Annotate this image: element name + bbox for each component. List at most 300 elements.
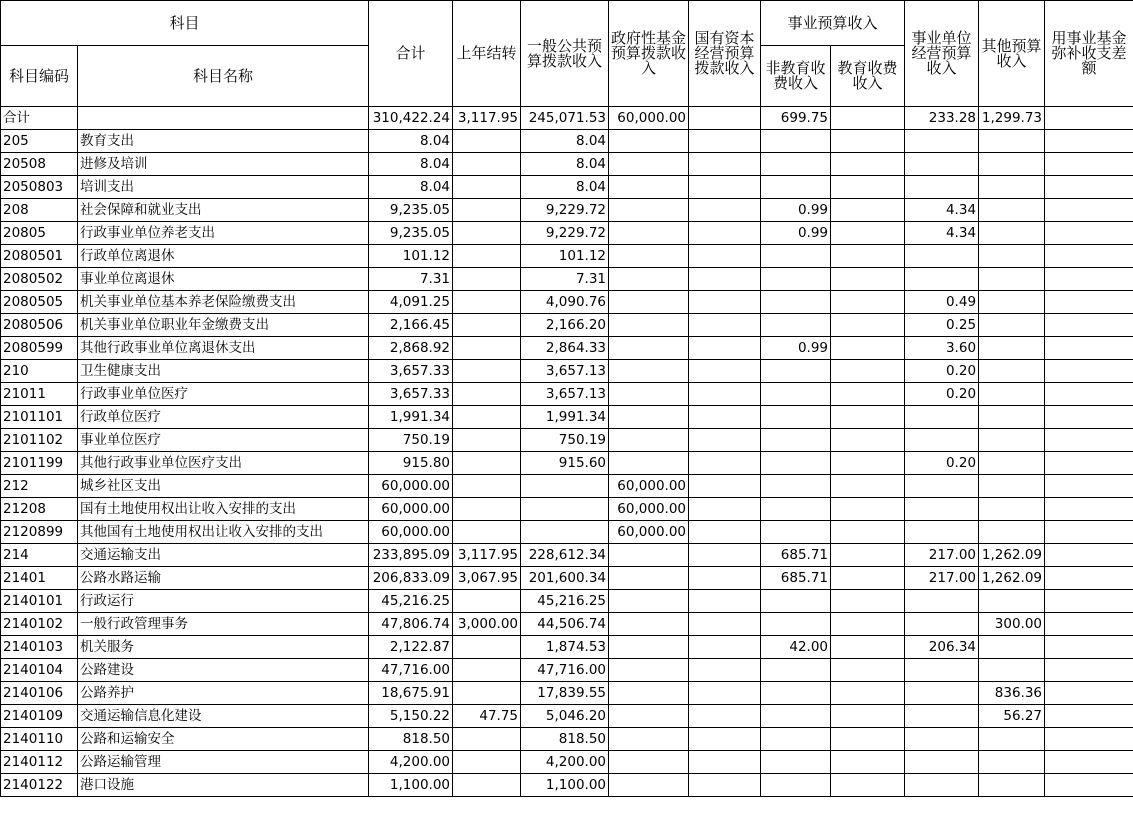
subject-name-cell: 机关事业单位基本养老保险缴费支出 xyxy=(78,291,369,314)
table-row xyxy=(1,268,1133,291)
subject-name-cell: 事业单位医疗 xyxy=(78,429,369,452)
subject-code-cell: 2140112 xyxy=(1,751,78,774)
general-public-cell: 47,716.00 xyxy=(521,659,609,682)
gov-fund-cell xyxy=(609,682,689,705)
general-public-cell: 915.60 xyxy=(521,452,609,475)
subject-name-cell: 公路水路运输 xyxy=(78,567,369,590)
carryover-cell: 3,067.95 xyxy=(453,567,521,590)
carryover-cell xyxy=(453,245,521,268)
subject-name-cell: 机关服务 xyxy=(78,636,369,659)
general-public-cell: 1,100.00 xyxy=(521,774,609,797)
header-subject-name: 科目名称 xyxy=(78,46,369,107)
total-cell: 8.04 xyxy=(369,130,453,153)
carryover-cell xyxy=(453,475,521,498)
gov-fund-cell xyxy=(609,222,689,245)
subject-name-cell: 其他行政事业单位离退休支出 xyxy=(78,337,369,360)
general-public-cell xyxy=(521,498,609,521)
other-budget-cell xyxy=(979,291,1045,314)
gov-fund-cell xyxy=(609,544,689,567)
table-row xyxy=(1,590,1133,613)
subject-name-cell: 行政运行 xyxy=(78,590,369,613)
general-public-cell: 3,657.13 xyxy=(521,383,609,406)
gov-fund-cell xyxy=(609,705,689,728)
gov-fund-cell xyxy=(609,728,689,751)
general-public-cell xyxy=(521,475,609,498)
total-cell: 750.19 xyxy=(369,429,453,452)
table-row xyxy=(1,728,1133,751)
business-unit-operating-cell xyxy=(905,475,979,498)
subject-name-cell: 一般行政管理事务 xyxy=(78,613,369,636)
subject-code-cell: 20508 xyxy=(1,153,78,176)
subject-code-cell: 2120899 xyxy=(1,521,78,544)
total-cell: 5,150.22 xyxy=(369,705,453,728)
gov-fund-cell xyxy=(609,337,689,360)
fund-supplement-cell xyxy=(1045,337,1133,360)
business-unit-operating-cell xyxy=(905,590,979,613)
subject-code-cell: 2101102 xyxy=(1,429,78,452)
other-budget-cell xyxy=(979,636,1045,659)
subject-name-cell: 机关事业单位职业年金缴费支出 xyxy=(78,314,369,337)
business-unit-operating-cell xyxy=(905,521,979,544)
subject-name-cell: 教育支出 xyxy=(78,130,369,153)
table-row xyxy=(1,705,1133,728)
fund-supplement-cell xyxy=(1045,130,1133,153)
table-row xyxy=(1,337,1133,360)
state-capital-cell xyxy=(689,406,761,429)
subject-code-cell: 2080501 xyxy=(1,245,78,268)
general-public-cell: 8.04 xyxy=(521,176,609,199)
other-budget-cell xyxy=(979,659,1045,682)
table-row xyxy=(1,130,1133,153)
subject-name-cell: 国有土地使用权出让收入安排的支出 xyxy=(78,498,369,521)
state-capital-cell xyxy=(689,682,761,705)
total-cell: 60,000.00 xyxy=(369,498,453,521)
non-edu-fee-cell xyxy=(761,613,831,636)
subject-code-cell: 2101199 xyxy=(1,452,78,475)
carryover-cell xyxy=(453,314,521,337)
other-budget-cell xyxy=(979,130,1045,153)
edu-fee-cell xyxy=(831,406,905,429)
subject-name-cell: 社会保障和就业支出 xyxy=(78,199,369,222)
general-public-cell: 4,200.00 xyxy=(521,751,609,774)
state-capital-cell xyxy=(689,751,761,774)
fund-supplement-cell xyxy=(1045,521,1133,544)
business-unit-operating-cell xyxy=(905,245,979,268)
header-business-budget: 事业预算收入 xyxy=(761,1,905,46)
total-cell: 7.31 xyxy=(369,268,453,291)
edu-fee-cell xyxy=(831,590,905,613)
total-cell: 8.04 xyxy=(369,153,453,176)
gov-fund-cell xyxy=(609,613,689,636)
non-edu-fee-cell: 0.99 xyxy=(761,337,831,360)
other-budget-cell xyxy=(979,383,1045,406)
edu-fee-cell xyxy=(831,452,905,475)
gov-fund-cell xyxy=(609,245,689,268)
table-row xyxy=(1,314,1133,337)
other-budget-cell xyxy=(979,452,1045,475)
subject-code-cell: 2140110 xyxy=(1,728,78,751)
gov-fund-cell xyxy=(609,751,689,774)
other-budget-cell xyxy=(979,728,1045,751)
subject-code-cell: 21401 xyxy=(1,567,78,590)
gov-fund-cell xyxy=(609,130,689,153)
total-cell: 47,716.00 xyxy=(369,659,453,682)
other-budget-cell xyxy=(979,268,1045,291)
subject-code-cell: 2140104 xyxy=(1,659,78,682)
subject-code-cell: 2050803 xyxy=(1,176,78,199)
gov-fund-cell xyxy=(609,774,689,797)
carryover-cell xyxy=(453,383,521,406)
non-edu-fee-cell xyxy=(761,590,831,613)
gov-fund-cell xyxy=(609,429,689,452)
subject-name-cell: 行政单位离退休 xyxy=(78,245,369,268)
other-budget-cell xyxy=(979,222,1045,245)
subject-code-cell: 212 xyxy=(1,475,78,498)
state-capital-cell xyxy=(689,544,761,567)
edu-fee-cell xyxy=(831,130,905,153)
total-cell: 3,657.33 xyxy=(369,383,453,406)
fund-supplement-cell xyxy=(1045,751,1133,774)
total-cell: 1,100.00 xyxy=(369,774,453,797)
header-general-public: 一般公共预算拨款收入 xyxy=(521,1,609,107)
subject-name-cell: 其他行政事业单位医疗支出 xyxy=(78,452,369,475)
other-budget-cell xyxy=(979,751,1045,774)
table-row xyxy=(1,498,1133,521)
table-row xyxy=(1,659,1133,682)
state-capital-cell xyxy=(689,107,761,130)
edu-fee-cell xyxy=(831,567,905,590)
fund-supplement-cell xyxy=(1045,176,1133,199)
business-unit-operating-cell xyxy=(905,176,979,199)
subject-code-cell: 21208 xyxy=(1,498,78,521)
edu-fee-cell xyxy=(831,245,905,268)
carryover-cell xyxy=(453,682,521,705)
gov-fund-cell xyxy=(609,360,689,383)
business-unit-operating-cell: 3.60 xyxy=(905,337,979,360)
non-edu-fee-cell xyxy=(761,475,831,498)
non-edu-fee-cell xyxy=(761,383,831,406)
business-unit-operating-cell xyxy=(905,659,979,682)
edu-fee-cell xyxy=(831,314,905,337)
fund-supplement-cell xyxy=(1045,590,1133,613)
subject-code-cell: 2101101 xyxy=(1,406,78,429)
state-capital-cell xyxy=(689,774,761,797)
fund-supplement-cell xyxy=(1045,613,1133,636)
total-cell: 915.80 xyxy=(369,452,453,475)
state-capital-cell xyxy=(689,498,761,521)
carryover-cell: 3,000.00 xyxy=(453,613,521,636)
non-edu-fee-cell: 0.99 xyxy=(761,222,831,245)
edu-fee-cell xyxy=(831,751,905,774)
other-budget-cell xyxy=(979,774,1045,797)
general-public-cell: 17,839.55 xyxy=(521,682,609,705)
fund-supplement-cell xyxy=(1045,636,1133,659)
non-edu-fee-cell xyxy=(761,659,831,682)
carryover-cell xyxy=(453,153,521,176)
header-total: 合计 xyxy=(369,1,453,107)
business-unit-operating-cell: 0.20 xyxy=(905,383,979,406)
gov-fund-cell xyxy=(609,268,689,291)
general-public-cell: 9,229.72 xyxy=(521,222,609,245)
table-row xyxy=(1,176,1133,199)
other-budget-cell xyxy=(979,475,1045,498)
gov-fund-cell xyxy=(609,659,689,682)
carryover-cell xyxy=(453,406,521,429)
edu-fee-cell xyxy=(831,521,905,544)
general-public-cell: 1,874.53 xyxy=(521,636,609,659)
total-cell: 2,166.45 xyxy=(369,314,453,337)
other-budget-cell xyxy=(979,429,1045,452)
state-capital-cell xyxy=(689,728,761,751)
non-edu-fee-cell: 42.00 xyxy=(761,636,831,659)
total-cell: 9,235.05 xyxy=(369,199,453,222)
subject-name-cell: 城乡社区支出 xyxy=(78,475,369,498)
edu-fee-cell xyxy=(831,682,905,705)
state-capital-cell xyxy=(689,521,761,544)
other-budget-cell xyxy=(979,199,1045,222)
gov-fund-cell xyxy=(609,406,689,429)
table-row xyxy=(1,774,1133,797)
business-unit-operating-cell xyxy=(905,498,979,521)
header-subject-code: 科目编码 xyxy=(1,46,78,107)
general-public-cell: 45,216.25 xyxy=(521,590,609,613)
subject-name-cell: 培训支出 xyxy=(78,176,369,199)
other-budget-cell xyxy=(979,590,1045,613)
carryover-cell: 47.75 xyxy=(453,705,521,728)
subject-code-cell: 2140102 xyxy=(1,613,78,636)
fund-supplement-cell xyxy=(1045,360,1133,383)
other-budget-cell: 1,299.73 xyxy=(979,107,1045,130)
general-public-cell: 228,612.34 xyxy=(521,544,609,567)
general-public-cell: 2,864.33 xyxy=(521,337,609,360)
non-edu-fee-cell xyxy=(761,245,831,268)
subject-name-cell: 公路运输管理 xyxy=(78,751,369,774)
state-capital-cell xyxy=(689,590,761,613)
other-budget-cell xyxy=(979,337,1045,360)
state-capital-cell xyxy=(689,314,761,337)
gov-fund-cell: 60,000.00 xyxy=(609,521,689,544)
carryover-cell xyxy=(453,176,521,199)
non-edu-fee-cell xyxy=(761,498,831,521)
general-public-cell: 8.04 xyxy=(521,153,609,176)
state-capital-cell xyxy=(689,199,761,222)
carryover-cell xyxy=(453,291,521,314)
carryover-cell xyxy=(453,636,521,659)
subject-name-cell: 交通运输信息化建设 xyxy=(78,705,369,728)
subject-name-cell: 其他国有土地使用权出让收入安排的支出 xyxy=(78,521,369,544)
fund-supplement-cell xyxy=(1045,406,1133,429)
fund-supplement-cell xyxy=(1045,452,1133,475)
general-public-cell: 818.50 xyxy=(521,728,609,751)
total-cell: 206,833.09 xyxy=(369,567,453,590)
edu-fee-cell xyxy=(831,337,905,360)
other-budget-cell: 300.00 xyxy=(979,613,1045,636)
table-row xyxy=(1,636,1133,659)
general-public-cell xyxy=(521,521,609,544)
general-public-cell: 5,046.20 xyxy=(521,705,609,728)
state-capital-cell xyxy=(689,130,761,153)
subject-name-cell: 行政事业单位养老支出 xyxy=(78,222,369,245)
subject-code-cell: 208 xyxy=(1,199,78,222)
state-capital-cell xyxy=(689,222,761,245)
table-row xyxy=(1,222,1133,245)
business-unit-operating-cell xyxy=(905,682,979,705)
state-capital-cell xyxy=(689,291,761,314)
gov-fund-cell xyxy=(609,452,689,475)
carryover-cell xyxy=(453,452,521,475)
general-public-cell: 201,600.34 xyxy=(521,567,609,590)
subject-code-cell: 205 xyxy=(1,130,78,153)
state-capital-cell xyxy=(689,153,761,176)
business-unit-operating-cell: 217.00 xyxy=(905,544,979,567)
other-budget-cell xyxy=(979,153,1045,176)
state-capital-cell xyxy=(689,659,761,682)
fund-supplement-cell xyxy=(1045,222,1133,245)
non-edu-fee-cell: 699.75 xyxy=(761,107,831,130)
carryover-cell: 3,117.95 xyxy=(453,107,521,130)
subject-code-cell: 2080505 xyxy=(1,291,78,314)
table-row xyxy=(1,751,1133,774)
non-edu-fee-cell xyxy=(761,268,831,291)
total-cell: 2,868.92 xyxy=(369,337,453,360)
non-edu-fee-cell xyxy=(761,176,831,199)
table-row xyxy=(1,245,1133,268)
edu-fee-cell xyxy=(831,153,905,176)
other-budget-cell: 836.36 xyxy=(979,682,1045,705)
gov-fund-cell: 60,000.00 xyxy=(609,107,689,130)
general-public-cell: 1,991.34 xyxy=(521,406,609,429)
table-row xyxy=(1,544,1133,567)
subject-code-cell: 210 xyxy=(1,360,78,383)
subject-name-cell: 交通运输支出 xyxy=(78,544,369,567)
total-cell: 18,675.91 xyxy=(369,682,453,705)
gov-fund-cell xyxy=(609,636,689,659)
non-edu-fee-cell: 685.71 xyxy=(761,567,831,590)
business-unit-operating-cell: 0.20 xyxy=(905,452,979,475)
state-capital-cell xyxy=(689,337,761,360)
non-edu-fee-cell xyxy=(761,521,831,544)
fund-supplement-cell xyxy=(1045,314,1133,337)
state-capital-cell xyxy=(689,705,761,728)
non-edu-fee-cell xyxy=(761,705,831,728)
general-public-cell: 4,090.76 xyxy=(521,291,609,314)
business-unit-operating-cell xyxy=(905,130,979,153)
fund-supplement-cell xyxy=(1045,498,1133,521)
business-unit-operating-cell xyxy=(905,406,979,429)
business-unit-operating-cell xyxy=(905,774,979,797)
carryover-cell xyxy=(453,337,521,360)
edu-fee-cell xyxy=(831,636,905,659)
subject-code-cell: 20805 xyxy=(1,222,78,245)
other-budget-cell xyxy=(979,498,1045,521)
table-row xyxy=(1,452,1133,475)
fund-supplement-cell xyxy=(1045,383,1133,406)
table-row xyxy=(1,360,1133,383)
subject-name-cell: 行政单位医疗 xyxy=(78,406,369,429)
total-cell: 233,895.09 xyxy=(369,544,453,567)
carryover-cell xyxy=(453,590,521,613)
general-public-cell: 2,166.20 xyxy=(521,314,609,337)
table-body xyxy=(1,107,1133,797)
non-edu-fee-cell xyxy=(761,291,831,314)
table-row xyxy=(1,429,1133,452)
carryover-cell xyxy=(453,498,521,521)
other-budget-cell xyxy=(979,176,1045,199)
subject-code-cell: 2140106 xyxy=(1,682,78,705)
carryover-cell xyxy=(453,774,521,797)
other-budget-cell: 1,262.09 xyxy=(979,567,1045,590)
table-row xyxy=(1,613,1133,636)
header-non-edu-fee: 非教育收费收入 xyxy=(761,46,831,107)
table-row xyxy=(1,291,1133,314)
subject-name-cell xyxy=(78,107,369,130)
business-unit-operating-cell xyxy=(905,751,979,774)
subject-code-cell: 2140109 xyxy=(1,705,78,728)
state-capital-cell xyxy=(689,383,761,406)
total-cell: 45,216.25 xyxy=(369,590,453,613)
general-public-cell: 8.04 xyxy=(521,130,609,153)
edu-fee-cell xyxy=(831,429,905,452)
fund-supplement-cell xyxy=(1045,705,1133,728)
non-edu-fee-cell xyxy=(761,360,831,383)
total-cell: 818.50 xyxy=(369,728,453,751)
edu-fee-cell xyxy=(831,176,905,199)
non-edu-fee-cell xyxy=(761,130,831,153)
fund-supplement-cell xyxy=(1045,107,1133,130)
carryover-cell xyxy=(453,222,521,245)
state-capital-cell xyxy=(689,636,761,659)
edu-fee-cell xyxy=(831,199,905,222)
total-cell: 8.04 xyxy=(369,176,453,199)
total-cell: 60,000.00 xyxy=(369,475,453,498)
non-edu-fee-cell xyxy=(761,452,831,475)
carryover-cell xyxy=(453,199,521,222)
state-capital-cell xyxy=(689,613,761,636)
table-row xyxy=(1,153,1133,176)
gov-fund-cell xyxy=(609,383,689,406)
general-public-cell: 7.31 xyxy=(521,268,609,291)
edu-fee-cell xyxy=(831,268,905,291)
edu-fee-cell xyxy=(831,475,905,498)
edu-fee-cell xyxy=(831,498,905,521)
fund-supplement-cell xyxy=(1045,429,1133,452)
fund-supplement-cell xyxy=(1045,728,1133,751)
non-edu-fee-cell: 0.99 xyxy=(761,199,831,222)
carryover-cell xyxy=(453,268,521,291)
table-row xyxy=(1,475,1133,498)
header-carryover: 上年结转 xyxy=(453,1,521,107)
business-unit-operating-cell: 206.34 xyxy=(905,636,979,659)
fund-supplement-cell xyxy=(1045,153,1133,176)
subject-name-cell: 公路和运输安全 xyxy=(78,728,369,751)
table-row xyxy=(1,682,1133,705)
table-row xyxy=(1,521,1133,544)
subject-name-cell: 行政事业单位医疗 xyxy=(78,383,369,406)
general-public-cell: 101.12 xyxy=(521,245,609,268)
subject-name-cell: 公路建设 xyxy=(78,659,369,682)
general-public-cell: 245,071.53 xyxy=(521,107,609,130)
subject-code-cell: 2080599 xyxy=(1,337,78,360)
gov-fund-cell xyxy=(609,176,689,199)
non-edu-fee-cell xyxy=(761,429,831,452)
total-cell: 4,200.00 xyxy=(369,751,453,774)
business-unit-operating-cell: 0.20 xyxy=(905,360,979,383)
subject-code-cell: 214 xyxy=(1,544,78,567)
subject-name-cell: 卫生健康支出 xyxy=(78,360,369,383)
header-edu-fee: 教育收费收入 xyxy=(831,46,905,107)
table-row xyxy=(1,567,1133,590)
state-capital-cell xyxy=(689,429,761,452)
